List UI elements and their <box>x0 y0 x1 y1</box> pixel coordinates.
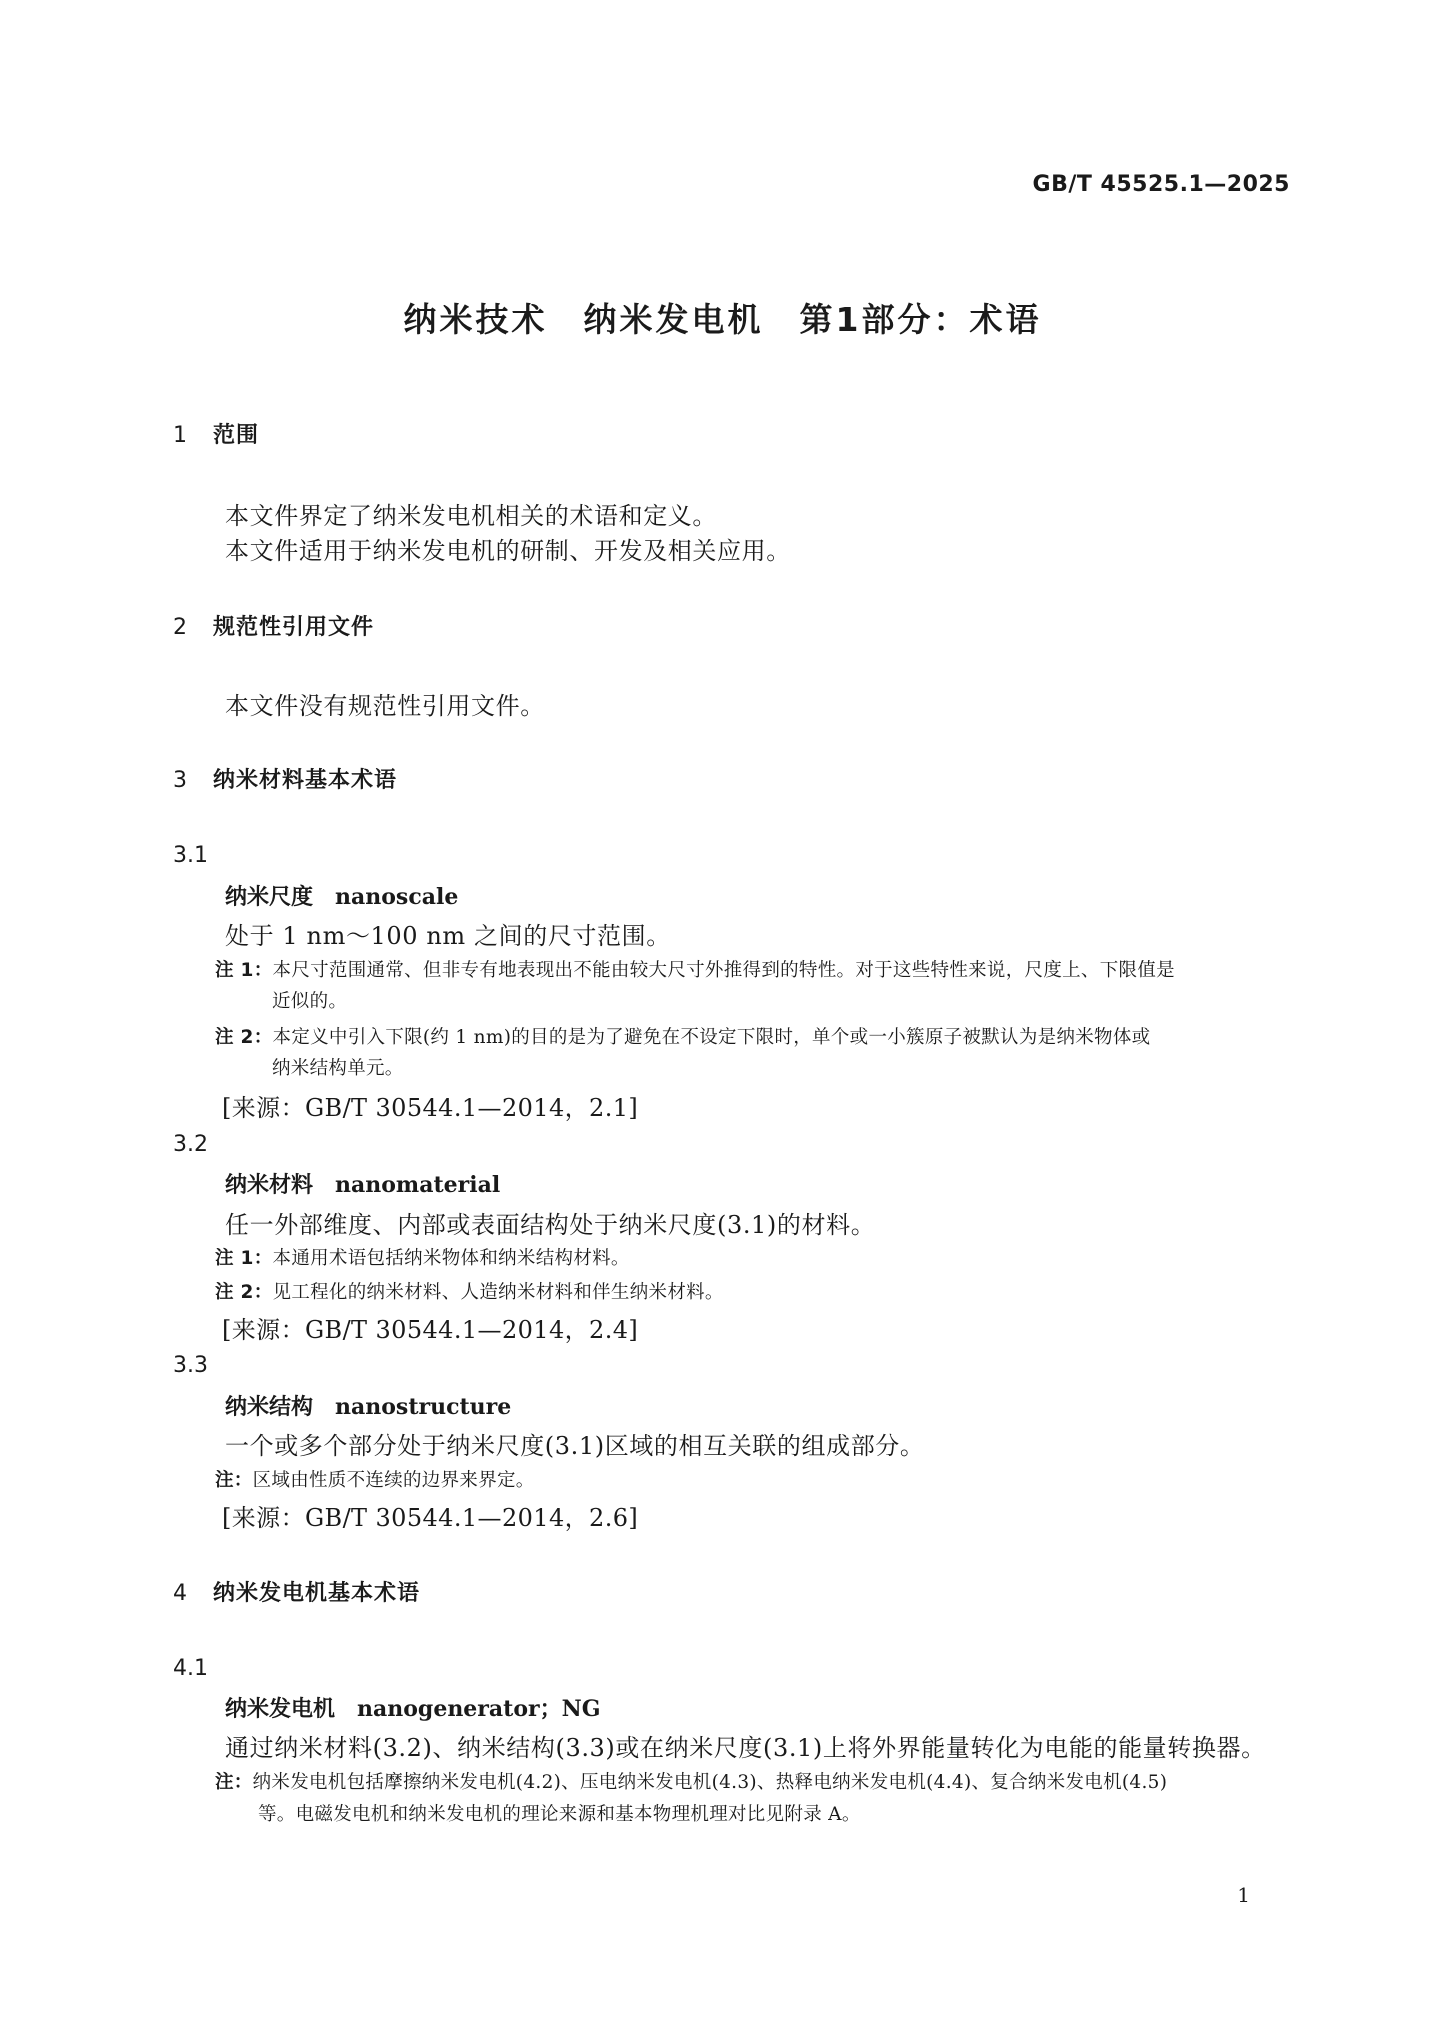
note-text: 区域由性质不连续的边界来界定。 <box>252 1470 535 1491</box>
source-citation: [来源：GB/T 30544.1—2014，2.1] <box>222 1094 639 1122</box>
note-1 <box>215 956 1175 982</box>
page-number: 1 <box>1237 1883 1250 1907</box>
document-title: 纳米技术 纳米发电机 第1部分：术语 <box>403 300 1042 339</box>
term-definition: 一个或多个部分处于纳米尺度(3.1)区域的相互关联的组成部分。 <box>225 1432 925 1460</box>
section-1-paragraph-2: 本文件适用于纳米发电机的研制、开发及相关应用。 <box>225 537 791 565</box>
note-1-continuation: 近似的。 <box>272 991 348 1012</box>
section-title: 范围 <box>213 423 260 448</box>
note <box>215 1466 535 1492</box>
term-chinese: 纳米材料 <box>225 1173 314 1198</box>
term-english: nanogenerator；NG <box>357 1696 601 1722</box>
term-english: nanomaterial <box>335 1172 501 1198</box>
note-text: 纳米发电机包括摩擦纳米发电机(4.2)、压电纳米发电机(4.3)、热释电纳米发电机(4.4)、复合纳米发电机(4.5) <box>252 1772 1168 1793</box>
section-2-paragraph-1: 本文件没有规范性引用文件。 <box>225 692 545 720</box>
section-number: 4 <box>173 1581 188 1606</box>
note-label: 注 2： <box>215 1282 273 1303</box>
term-definition: 任一外部维度、内部或表面结构处于纳米尺度(3.1)的材料。 <box>225 1211 876 1239</box>
source-citation: [来源：GB/T 30544.1—2014，2.4] <box>222 1316 639 1344</box>
note <box>215 1768 1167 1794</box>
note-continuation: 等。电磁发电机和纳米发电机的理论来源和基本物理机理对比见附录 A。 <box>258 1804 861 1825</box>
section-title: 纳米发电机基本术语 <box>213 1581 421 1606</box>
term-heading <box>225 1168 500 1199</box>
note-2-continuation: 纳米结构单元。 <box>272 1058 404 1079</box>
section-number: 1 <box>173 423 188 448</box>
term-english: nanoscale <box>335 884 459 910</box>
term-heading <box>225 1692 600 1723</box>
term-heading <box>225 1390 511 1421</box>
section-number: 2 <box>173 615 188 640</box>
section-2-heading <box>173 610 374 641</box>
standard-code: GB/T 45525.1—2025 <box>1032 172 1290 197</box>
section-1-paragraph-1: 本文件界定了纳米发电机相关的术语和定义。 <box>225 502 717 530</box>
note-label: 注 2： <box>215 1027 273 1048</box>
section-title: 纳米材料基本术语 <box>213 768 398 793</box>
term-definition: 通过纳米材料(3.2)、纳米结构(3.3)或在纳米尺度(3.1)上将外界能量转化为电能的能量转换器。 <box>225 1734 1266 1762</box>
note-text: 本尺寸范围通常、但非专有地表现出不能由较大尺寸外推得到的特性。对于这些特性来说，尺度上、下限值是 <box>272 960 1175 981</box>
section-number: 3 <box>173 768 188 793</box>
note-label: 注： <box>215 1470 253 1491</box>
section-1-heading <box>173 418 259 449</box>
note-label: 注： <box>215 1772 253 1793</box>
section-title: 规范性引用文件 <box>213 615 375 640</box>
term-chinese: 纳米尺度 <box>225 885 314 910</box>
note-1 <box>215 1244 630 1270</box>
clause-number: 3.2 <box>173 1132 208 1157</box>
note-2 <box>215 1278 724 1304</box>
note-2 <box>215 1023 1150 1049</box>
note-text: 见工程化的纳米材料、人造纳米材料和伴生纳米材料。 <box>272 1282 724 1303</box>
source-citation: [来源：GB/T 30544.1—2014，2.6] <box>222 1504 639 1532</box>
term-chinese: 纳米发电机 <box>225 1697 336 1722</box>
note-text: 本通用术语包括纳米物体和纳米结构材料。 <box>272 1248 630 1269</box>
clause-number: 3.1 <box>173 843 208 868</box>
term-heading <box>225 880 458 911</box>
section-4-heading <box>173 1576 420 1607</box>
note-label: 注 1： <box>215 960 273 981</box>
note-text: 本定义中引入下限(约 1 nm)的目的是为了避免在不设定下限时，单个或一小簇原子被默认为是纳米物体或 <box>272 1027 1151 1048</box>
clause-number: 3.3 <box>173 1353 208 1378</box>
section-3-heading <box>173 763 397 794</box>
term-definition: 处于 1 nm～100 nm 之间的尺寸范围。 <box>225 922 671 950</box>
term-english: nanostructure <box>335 1394 512 1420</box>
clause-number: 4.1 <box>173 1656 208 1681</box>
term-chinese: 纳米结构 <box>225 1395 314 1420</box>
note-label: 注 1： <box>215 1248 273 1269</box>
